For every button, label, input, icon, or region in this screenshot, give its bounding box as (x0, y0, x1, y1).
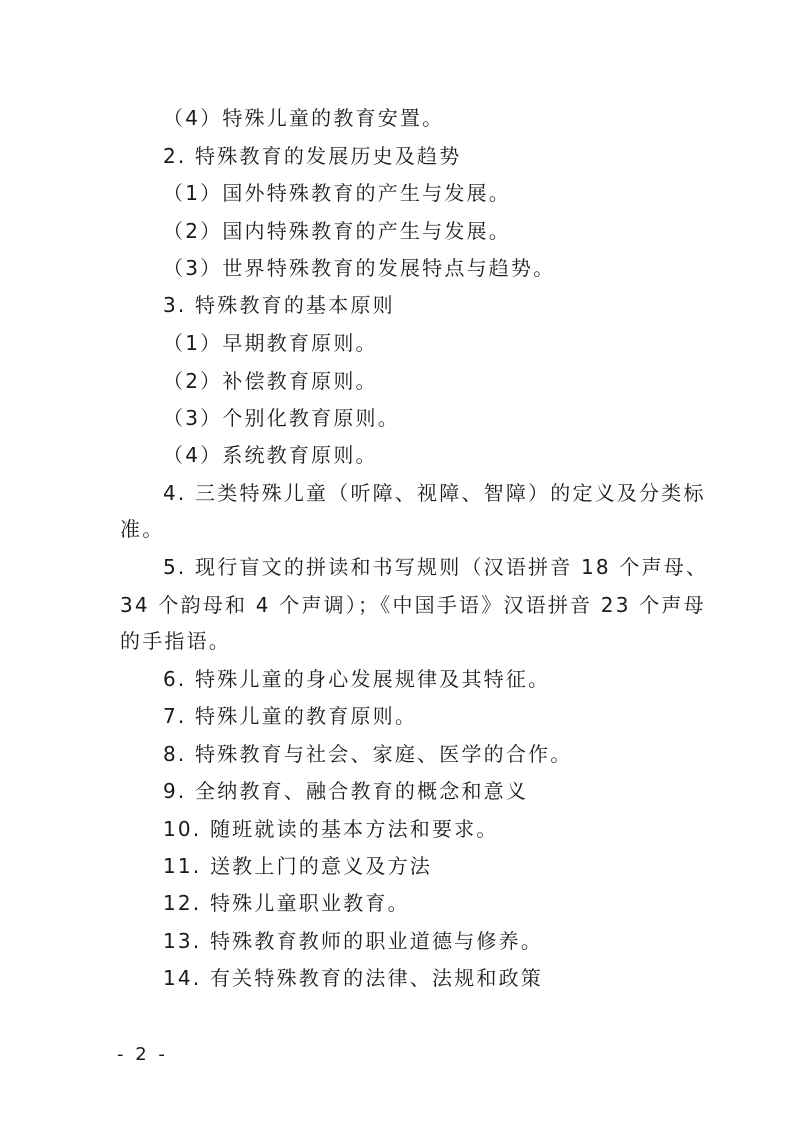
section-heading: 2. 特殊教育的发展历史及趋势 (163, 144, 462, 168)
text-line-continuation: 34 个韵母和 4 个声调）；《中国手语》汉语拼音 23 个声母 (120, 593, 706, 617)
section-heading: 10. 随班就读的基本方法和要求。 (163, 817, 499, 841)
text-line: （1）早期教育原则。 (163, 331, 378, 355)
section-heading: 9. 全纳教育、融合教育的概念和意义 (163, 779, 529, 803)
section-heading: 5. 现行盲文的拼读和书写规则（汉语拼音 18 个声母、 (163, 555, 709, 579)
text-line: （4）特殊儿童的教育安置。 (163, 106, 445, 130)
text-line: （2）补偿教育原则。 (163, 369, 378, 393)
text-line: （3）个别化教育原则。 (163, 406, 400, 430)
text-line: （2）国内特殊教育的产生与发展。 (163, 219, 511, 243)
section-heading: 11. 送教上门的意义及方法 (163, 854, 432, 878)
text-line-continuation: 准。 (120, 517, 165, 541)
section-heading: 12. 特殊儿童职业教育。 (163, 891, 410, 915)
text-line: （4）系统教育原则。 (163, 443, 378, 467)
section-heading: 7. 特殊儿童的教育原则。 (163, 704, 418, 728)
section-heading: 3. 特殊教育的基本原则 (163, 293, 395, 317)
section-heading: 14. 有关特殊教育的法律、法规和政策 (163, 966, 543, 990)
text-line: （3）世界特殊教育的发展特点与趋势。 (163, 256, 556, 280)
section-heading: 8. 特殊教育与社会、家庭、医学的合作。 (163, 742, 573, 766)
section-heading: 13. 特殊教育教师的职业道德与修养。 (163, 929, 543, 953)
section-heading: 6. 特殊儿童的身心发展规律及其特征。 (163, 667, 551, 691)
text-line-continuation: 的手指语。 (120, 629, 231, 653)
section-heading: 4. 三类特殊儿童（听障、视障、智障）的定义及分类标 (163, 481, 706, 505)
text-line: （1）国外特殊教育的产生与发展。 (163, 181, 511, 205)
page-number: - 2 - (117, 1044, 168, 1065)
